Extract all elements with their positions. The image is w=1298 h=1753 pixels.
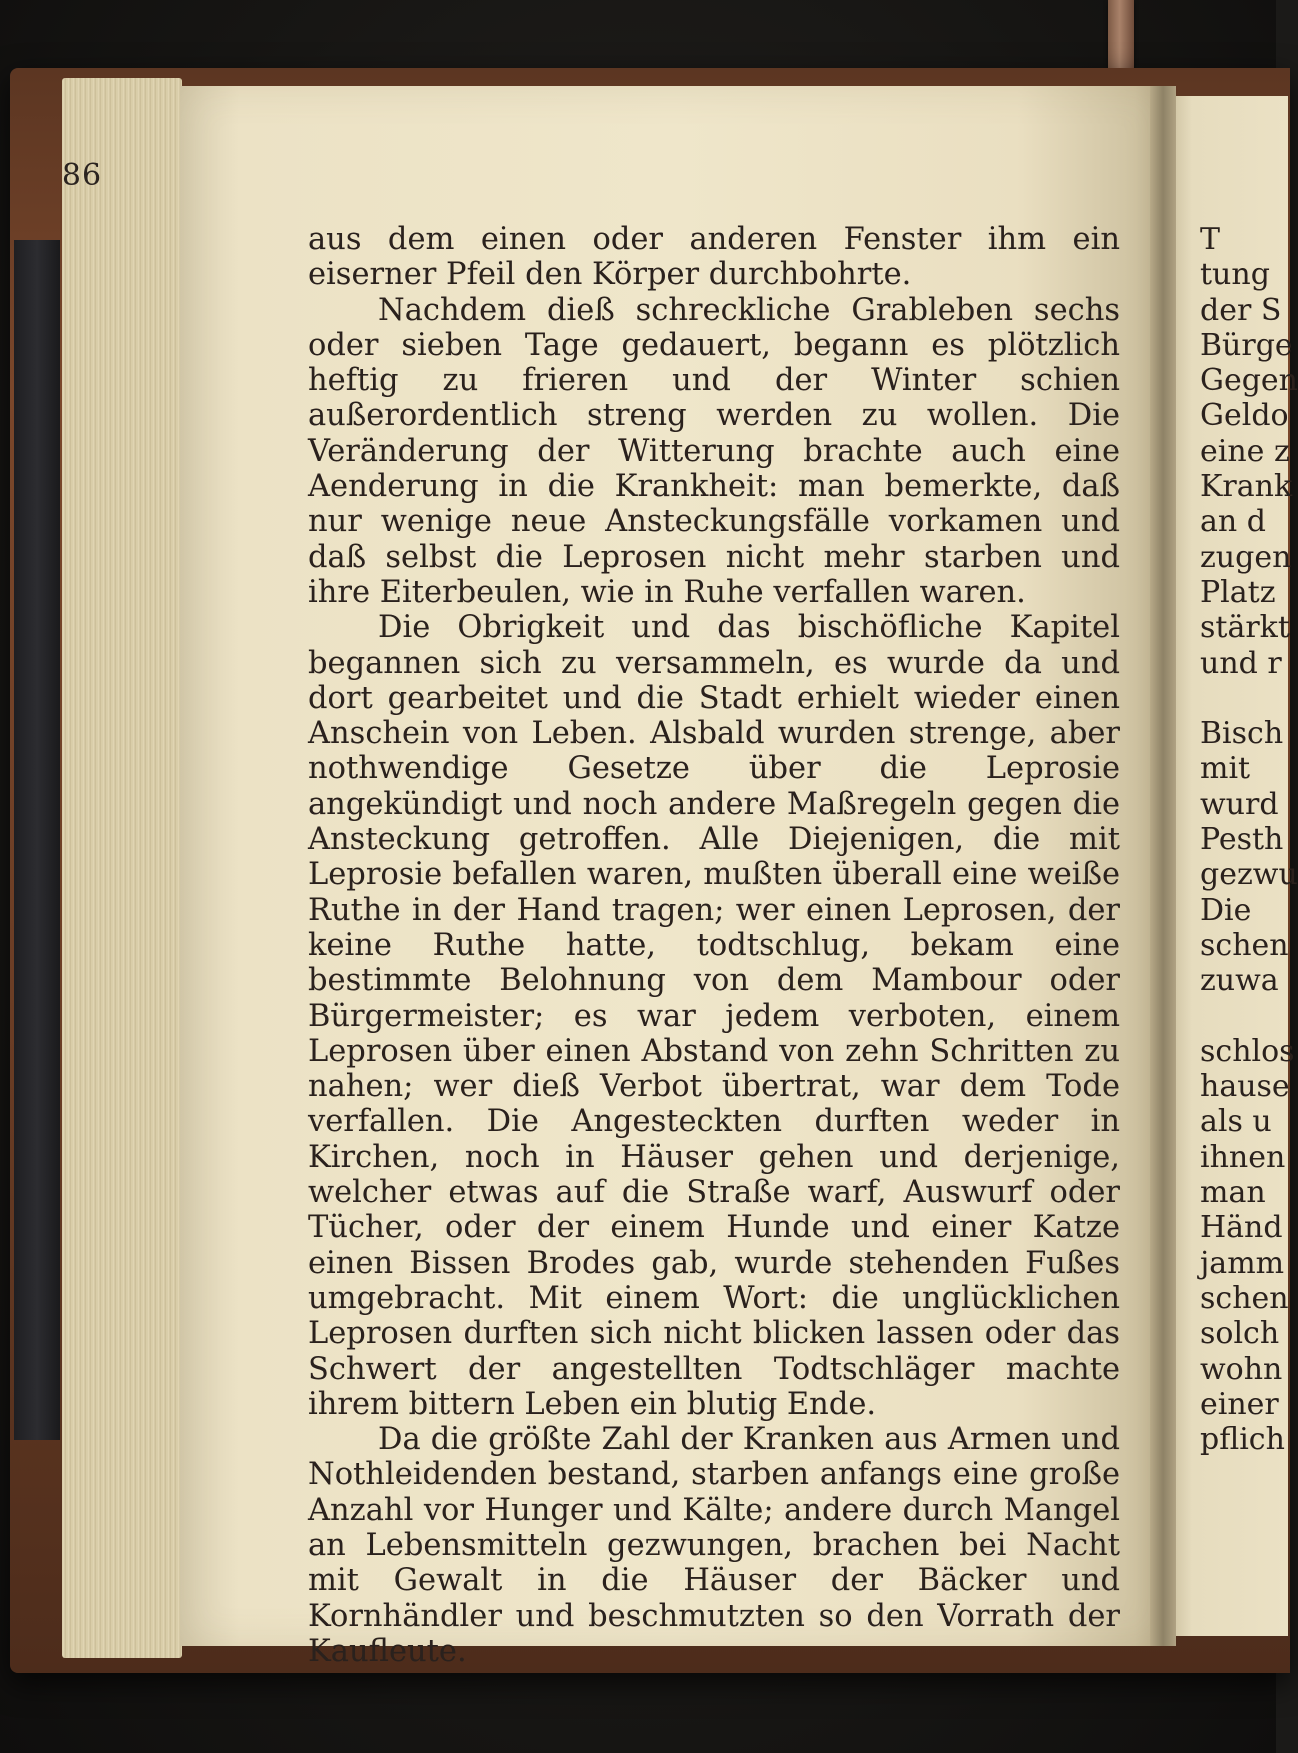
right-line: zuwa	[1200, 963, 1279, 999]
right-line: tung	[1200, 257, 1270, 293]
right-line: schen	[1200, 927, 1289, 963]
right-line: schen	[1200, 1280, 1289, 1316]
left-page-text	[308, 222, 1120, 1669]
cover-spine-edge	[14, 240, 60, 1440]
right-line: Geldo	[1200, 398, 1289, 434]
right-line: ihnen	[1200, 1139, 1286, 1175]
right-line: T	[1200, 222, 1221, 257]
paragraph-1: aus dem einen oder anderen Fenster ihm ein eiserner Pfeil den Körper durchbohrte.	[308, 222, 1120, 293]
right-page-text	[1200, 222, 1298, 1458]
book-gutter	[1150, 86, 1176, 1646]
right-line: hause	[1200, 1069, 1290, 1105]
page-number: 86	[61, 158, 103, 193]
right-line: an d	[1200, 504, 1266, 540]
paragraph-4: Da die größte Zahl der Kranken aus Armen und Nothleidenden bestand, starben anfangs eine große Anzahl vor Hunger und Kälte; andere durch Mangel an Lebensmitteln gezwungen, brachen bei Nacht mit Gewalt in die Häuser der Bäcker und Kornhändler und beschmutzten so den Vorrath der Kaufleute.	[308, 1422, 1120, 1669]
right-line: zugen	[1200, 539, 1292, 575]
right-line: wohn	[1200, 1351, 1283, 1387]
right-line: pflich	[1200, 1422, 1285, 1458]
right-line: gezwu	[1200, 857, 1298, 893]
right-line	[1200, 681, 1276, 716]
right-line	[1200, 999, 1276, 1034]
right-line: Pesth	[1200, 822, 1284, 858]
right-line: Die	[1200, 892, 1252, 928]
right-line: Gegen	[1200, 363, 1298, 399]
right-line: Krank	[1200, 469, 1293, 505]
page-stack-edges	[62, 78, 182, 1658]
right-line: mit	[1200, 751, 1251, 787]
right-line: als u	[1200, 1104, 1272, 1140]
paragraph-3: Die Obrigkeit und das bischöfliche Kapitel begannen sich zu versammeln, es wurde da und dort gearbeitet und die Stadt erhielt wieder einen Anschein von Leben. Alsbald wurden strenge, aber nothwendige Gesetze über die Leprosie angekündigt und noch andere Maßregeln gegen die Ansteckung getroffen. Alle Diejenigen, die mit Leprosie befallen waren, mußten überall eine weiße Ruthe in der Hand tragen; wer einen Leprosen, der keine Ruthe hatte, todtschlug, bekam eine bestimmte Belohnung von dem Mambour oder Bürgermeister; es war jedem verboten, einem Leprosen über einen Abstand von zehn Schritten zu nahen; wer dieß Verbot übertrat, war dem Tode verfallen. Die Angesteckten durften weder in Kirchen, noch in Häuser gehen und derjenige, welcher etwas auf die Straße warf, Auswurf oder Tücher, oder der einem Hunde und einer Katze einen Bissen Brodes gab, wurde stehenden Fußes umgebracht. Mit einem Wort: die unglücklichen Leprosen durften sich nicht blicken lassen oder das Schwert der angestellten Todtschläger machte ihrem bittern Leben ein blutig Ende.	[308, 610, 1120, 1422]
right-line: Bisch	[1200, 716, 1284, 752]
right-line: man	[1200, 1175, 1266, 1211]
right-line: der S	[1200, 292, 1282, 328]
right-line: schlos	[1200, 1033, 1295, 1069]
right-line: Platz	[1200, 574, 1276, 610]
paragraph-2: Nachdem dieß schreckliche Grableben sechs oder sieben Tage gedauert, begann es plötzlich heftig zu frieren und der Winter schien außerordentlich streng werden zu wollen. Die Veränderung der Witterung brachte auch eine Aenderung in die Krankheit: man bemerkte, daß nur wenige neue Ansteckungsfälle vorkamen und daß selbst die Leprosen nicht mehr starben und ihre Eiterbeulen, wie in Ruhe verfallen waren.	[308, 292, 1120, 610]
right-line: Bürge	[1200, 327, 1293, 363]
right-line: solch	[1200, 1316, 1280, 1352]
right-line: stärkt	[1200, 610, 1290, 646]
right-line: wurd	[1200, 786, 1279, 822]
right-line: Händ	[1200, 1210, 1283, 1246]
right-line: jamm	[1200, 1245, 1285, 1281]
right-line: eine z	[1200, 433, 1290, 469]
right-line: einer	[1200, 1386, 1279, 1422]
right-line: und r	[1200, 645, 1282, 681]
